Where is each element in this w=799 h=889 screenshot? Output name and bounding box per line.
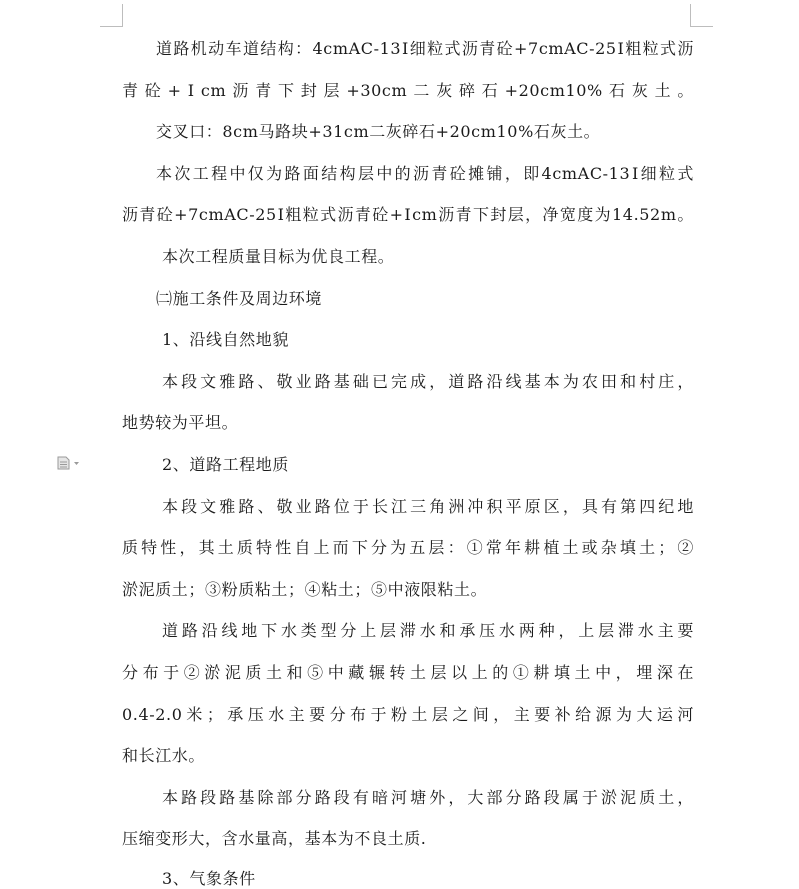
section-heading: ㈡施工条件及周边环境 <box>156 288 323 308</box>
text-line: 交叉口：8cm马路块+31cm二灰碎石+20cm10%石灰土。 <box>156 122 601 142</box>
text-line: 本段文雅路、敬业路位于长江三角洲冲积平原区，具有第四纪地 <box>162 496 694 516</box>
text-line: 本次工程中仅为路面结构层中的沥青砼摊铺，即4cmAC-13Ⅰ细粒式 <box>156 163 694 183</box>
text-line: 本次工程质量目标为优良工程。 <box>162 246 395 266</box>
text-line: 地势较为平坦。 <box>122 413 239 433</box>
text-line: 沥青砼+7cmAC-25Ⅰ粗粒式沥青砼+Ⅰcm沥青下封层，净宽度为14.52m。 <box>122 205 694 225</box>
text-line: 分布于②淤泥质土和⑤中藏辗转土层以上的①耕填土中，埋深在 <box>122 662 694 682</box>
text-line: 0.4-2.0米；承压水主要分布于粉土层之间，主要补给源为大运河 <box>122 704 694 724</box>
text-line: 压缩变形大，含水量高，基本为不良土质. <box>122 829 427 849</box>
subsection-heading: 1、沿线自然地貌 <box>162 330 289 350</box>
crop-mark-top-left <box>100 4 123 27</box>
document-body[interactable] <box>122 28 694 860</box>
text-line: 淤泥质土；③粉质粘土；④粘土；⑤中液限粘土。 <box>122 579 488 599</box>
text-line: 本路段路基除部分路段有暗河塘外，大部分路段属于淤泥质土， <box>162 787 694 807</box>
text-line: 道路机动车道结构：4cmAC-13Ⅰ细粒式沥青砼+7cmAC-25Ⅰ粗粒式沥 <box>156 39 694 58</box>
subsection-heading: 2、道路工程地质 <box>162 454 289 474</box>
subsection-heading-partial: 3、气象条件 <box>162 869 256 888</box>
text-line: 本段文雅路、敬业路基础已完成，道路沿线基本为农田和村庄， <box>162 371 694 391</box>
crop-mark-top-right <box>690 4 713 27</box>
paragraph-menu-icon[interactable] <box>57 455 83 469</box>
text-line: 青砼+Ⅰcm沥青下封层+30cm二灰碎石+20cm10%石灰土。 <box>122 80 694 100</box>
text-line: 和长江水。 <box>122 746 206 766</box>
text-line: 质特性，其土质特性自上而下分为五层：①常年耕植土或杂填土；② <box>122 538 694 558</box>
text-line: 道路沿线地下水类型分上层滞水和承压水两种，上层滞水主要 <box>162 621 694 641</box>
